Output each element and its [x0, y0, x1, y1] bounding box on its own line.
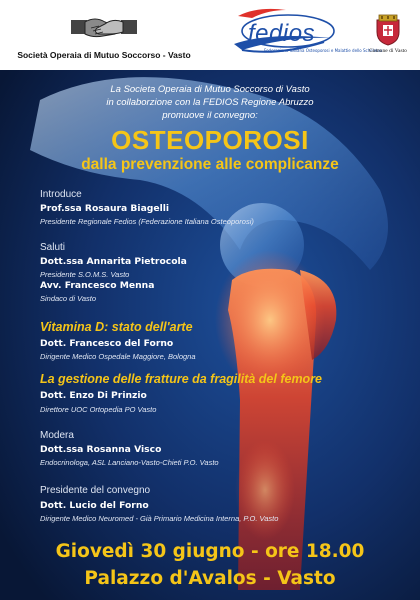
header-bar: [0, 0, 420, 70]
modera-speaker-role: Endocrinologa, ASL Lanciano-Vasto-Chieti P.O. Vasto: [40, 458, 219, 467]
introduce-heading: Introduce: [40, 189, 82, 200]
talk-speaker-role: Dirigente Medico Ospedale Maggiore, Bologna: [40, 352, 196, 361]
saluti-speaker-name: Dott.ssa Annarita Pietrocola: [40, 256, 187, 267]
soms-logo: [16, 8, 192, 64]
event-location: Palazzo d'Avalos - Vasto: [84, 568, 336, 589]
presidente-heading: Presidente del convegno: [40, 485, 151, 496]
introduce-speaker-name: Prof.ssa Rosaura Biagelli: [40, 203, 170, 214]
saluti-speaker-role: Presidente S.O.M.S. Vasto: [40, 270, 130, 279]
event-title: OSTEOPOROSI: [111, 125, 309, 155]
modera-heading: Modera: [40, 430, 74, 441]
intro-line-2: in collaborzione con la FEDIOS Regione Abruzzo: [106, 97, 314, 108]
saluti-heading: Saluti: [40, 242, 66, 253]
talk-topic: La gestione delle fratture da fragilità del femore: [40, 372, 323, 386]
saluti-speaker-name: Avv. Francesco Menna: [40, 280, 155, 291]
saluti-speaker-role: Sindaco di Vasto: [40, 294, 97, 303]
talk-speaker-name: Dott. Enzo Di Prinzio: [40, 390, 147, 401]
presidente-name: Dott. Lucio del Forno: [40, 500, 149, 511]
modera-speaker-name: Dott.ssa Rosanna Visco: [40, 444, 162, 455]
event-date-time: Giovedì 30 giugno - ore 18.00: [55, 541, 365, 562]
talk-speaker-role: Direttore UOC Ortopedia PO Vasto: [40, 405, 157, 414]
talk-topic: Vitamina D: stato dell'arte: [40, 320, 193, 334]
presidente-role: Dirigente Medico Neuromed - Già Primario Medicina Interna, P.O. Vasto: [40, 514, 279, 523]
comune-vasto-logo: [366, 14, 410, 66]
comune-vasto-text: Comune di Vasto: [369, 48, 407, 54]
talk-speaker-name: Dott. Francesco del Forno: [40, 338, 174, 349]
fedios-logo-text: fedios: [248, 20, 316, 47]
crest-icon: [373, 14, 403, 46]
soms-logo-text: Società Operaia di Mutuo Soccorso - Vasto: [17, 50, 191, 60]
intro-line-3: promuove il convegno:: [162, 110, 258, 121]
fedios-logo: [228, 6, 382, 62]
fedios-logo-subtext: Federazione Italiana Osteoporosi e Malattie dello Scheletro: [264, 48, 382, 53]
intro-line-1: La Societa Operaia di Mutuo Soccorso di Vasto: [110, 84, 310, 95]
handshake-icon: [69, 8, 139, 48]
event-subtitle: dalla prevenzione alle complicanze: [81, 156, 339, 173]
introduce-speaker-role: Presidente Regionale Fedios (Federazione Italiana Osteoporosi): [40, 217, 254, 226]
